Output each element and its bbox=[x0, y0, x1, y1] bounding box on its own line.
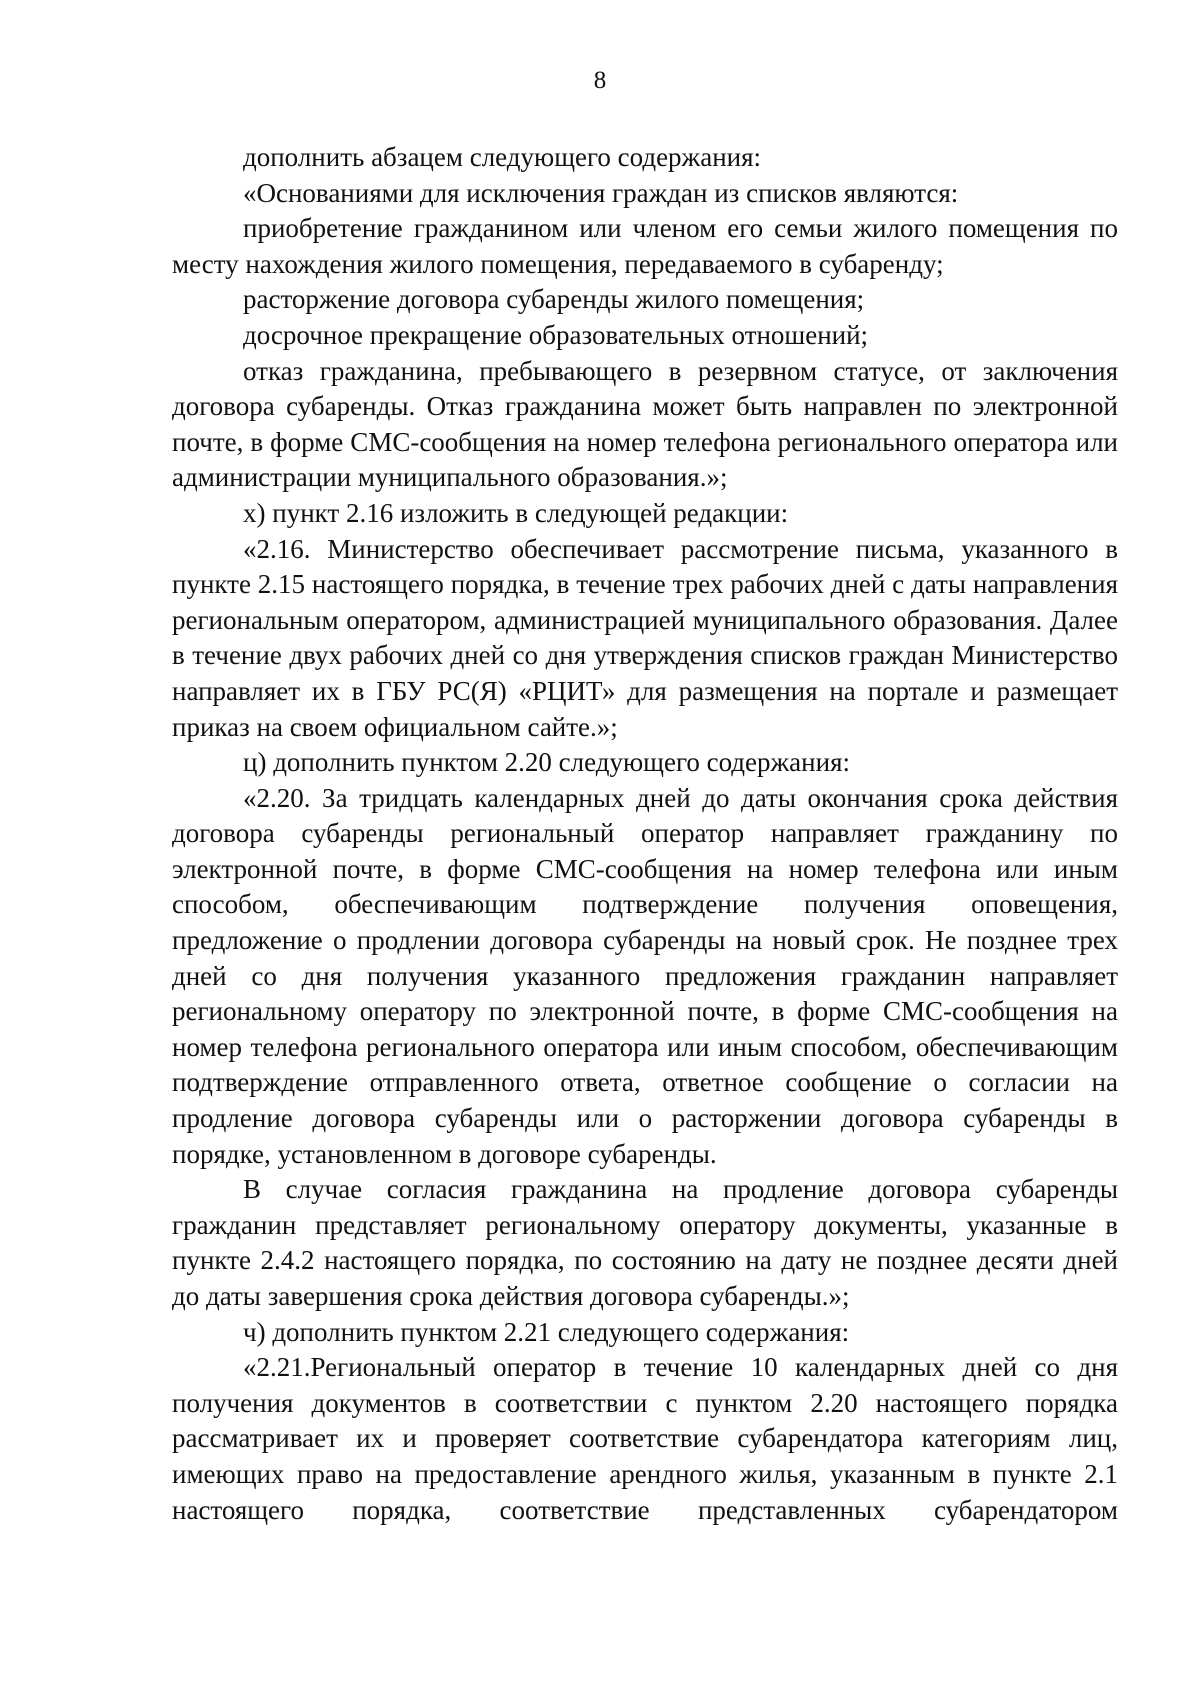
paragraph-12: ч) дополнить пунктом 2.21 следующего содержания: bbox=[243, 1316, 850, 1347]
page-number: 8 bbox=[593, 67, 607, 94]
paragraph-7: х) пункт 2.16 изложить в следующей редакции: bbox=[243, 497, 789, 528]
paragraph-6: отказ гражданина, пребывающего в резервном статусе, от заключения договора субаренды. Отказ гражданина может быть направлен по электронной почте, в форме СМС-сообщения на номер телефона регионального оператора или администрации муниципального образования.»; bbox=[172, 355, 1118, 493]
document-body bbox=[172, 140, 1118, 1528]
paragraph-5: досрочное прекращение образовательных отношений; bbox=[243, 319, 869, 350]
paragraph-8: «2.16. Министерство обеспечивает рассмотрение письма, указанного в пункте 2.15 настоящего порядка, в течение трех рабочих дней с даты направления региональным оператором, администрацией муниципального образования. Далее в течение двух рабочих дней со дня утверждения списков граждан Министерство направляет их в ГБУ РС(Я) «РЦИТ» для размещения на портале и размещает приказ на своем официальном сайте.»; bbox=[172, 533, 1118, 742]
paragraph-13: «2.21.Региональный оператор в течение 10 календарных дней со дня получения документов в соответствии с пунктом 2.20 настоящего порядка рассматривает их и проверяет соответствие субарендатора категориям лиц, имеющих право на предоставление арендного жилья, указанным в пункте 2.1 настоящего порядка, соответствие представленных субарендатором bbox=[172, 1352, 1118, 1525]
paragraph-10: «2.20. За тридцать календарных дней до даты окончания срока действия договора субаренды региональный оператор направляет гражданину по электронной почте, в форме СМС-сообщения на номер телефона или иным способом, обеспечивающим подтверждение получения оповещения, предложение о продлении договора субаренды на новый срок. Не позднее трех дней со дня получения указанного предложения гражданин направляет региональному оператору по электронной почте, в форме СМС-сообщения на номер телефона регионального оператора или иным способом, обеспечивающим подтверждение отправленного ответа, ответное сообщение о согласии на продление договора субаренды или о расторжении договора субаренды в порядке, установленном в договоре субаренды. bbox=[172, 782, 1118, 1169]
paragraph-9: ц) дополнить пунктом 2.20 следующего содержания: bbox=[243, 747, 850, 778]
paragraph-1: дополнить абзацем следующего содержания: bbox=[243, 142, 762, 172]
paragraph-11: В случае согласия гражданина на продление договора субаренды гражданин представляет региональному оператору документы, указанные в пункте 2.4.2 настоящего порядка, по состоянию на дату не позднее десяти дней до даты завершения срока действия договора субаренды.»; bbox=[172, 1174, 1118, 1311]
paragraph-4: расторжение договора субаренды жилого помещения; bbox=[243, 284, 865, 315]
paragraph-2: «Основаниями для исключения граждан из списков являются: bbox=[243, 177, 959, 208]
paragraph-3: приобретение гражданином или членом его семьи жилого помещения по месту нахождения жилого помещения, передаваемого в субаренду; bbox=[172, 213, 1118, 279]
